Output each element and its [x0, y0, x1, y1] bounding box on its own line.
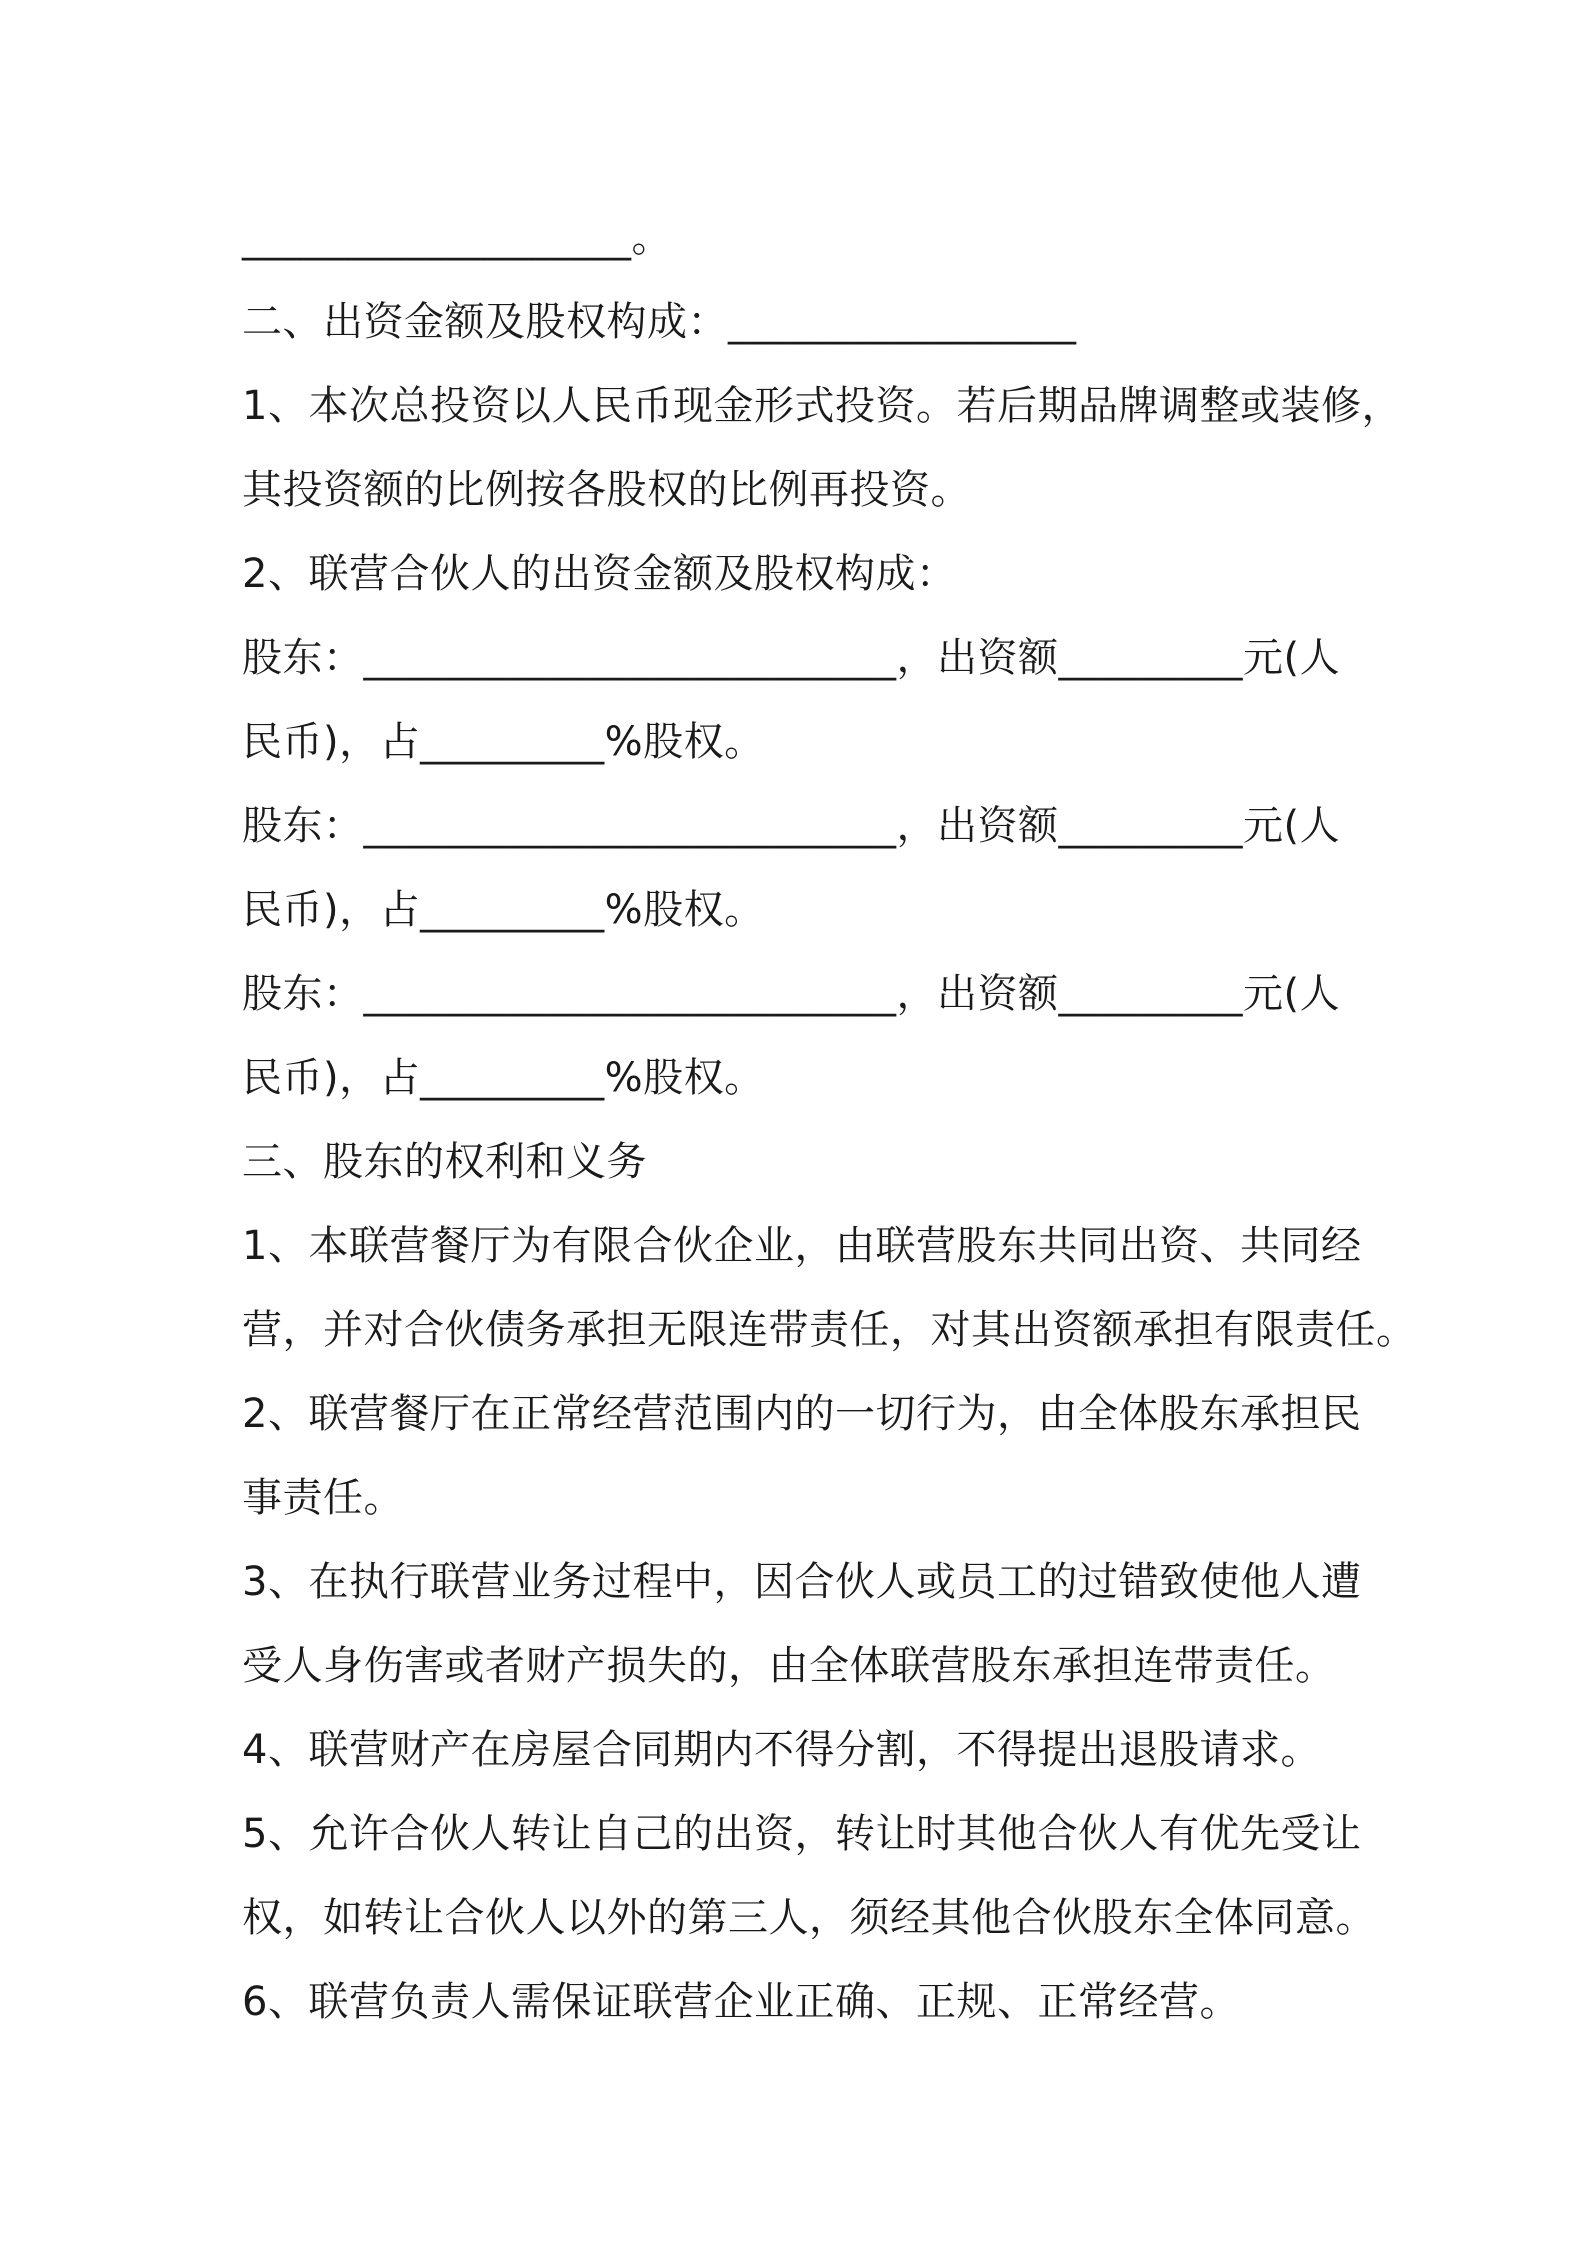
shareholder-line: 股东：__________________________，出资额_________元(人: [242, 971, 1341, 1017]
text-line: 2、联营合伙人的出资金额及股权构成：: [242, 551, 957, 597]
shareholder-line: 股东：__________________________，出资额_________元(人: [242, 803, 1341, 849]
shareholder-line: 民币)，占_________%股权。: [242, 887, 765, 933]
text-line: 6、联营负责人需保证联营企业正确、正规、正常经营。: [242, 1979, 1240, 2025]
text-line: 受人身伤害或者财产损失的，由全体联营股东承担连带责任。: [242, 1643, 1336, 1689]
text-line: 5、允许合伙人转让自己的出资，转让时其他合伙人有优先受让: [242, 1811, 1362, 1857]
shareholder-line: 股东：__________________________，出资额_________元(人: [242, 635, 1341, 681]
text-line: 3、在执行联营业务过程中，因合伙人或员工的过错致使他人遭: [242, 1559, 1362, 1605]
text-line: 1、本联营餐厅为有限合伙企业，由联营股东共同出资、共同经: [242, 1223, 1362, 1269]
document-body: [242, 196, 1417, 2044]
text-line: 1、本次总投资以人民币现金形式投资。若后期品牌调整或装修，: [242, 383, 1402, 429]
text-line: 4、联营财产在房屋合同期内不得分割，不得提出退股请求。: [242, 1727, 1321, 1773]
text-line: 事责任。: [242, 1475, 404, 1521]
text-line: 权，如转让合伙人以外的第三人，须经其他合伙股东全体同意。: [242, 1895, 1376, 1941]
text-line: ___________________。: [242, 215, 672, 261]
text-line: 营，并对合伙债务承担无限连带责任，对其出资额承担有限责任。: [242, 1307, 1417, 1353]
text-line: 2、联营餐厅在正常经营范围内的一切行为，由全体股东承担民: [242, 1391, 1362, 1437]
shareholder-line: 民币)，占_________%股权。: [242, 1055, 765, 1101]
section-heading-investment: 二、出资金额及股权构成：_________________: [242, 299, 1077, 345]
text-line: 其投资额的比例按各股权的比例再投资。: [242, 467, 971, 513]
shareholder-line: 民币)，占_________%股权。: [242, 719, 765, 765]
section-heading-rights: 三、股东的权利和义务: [242, 1139, 647, 1185]
